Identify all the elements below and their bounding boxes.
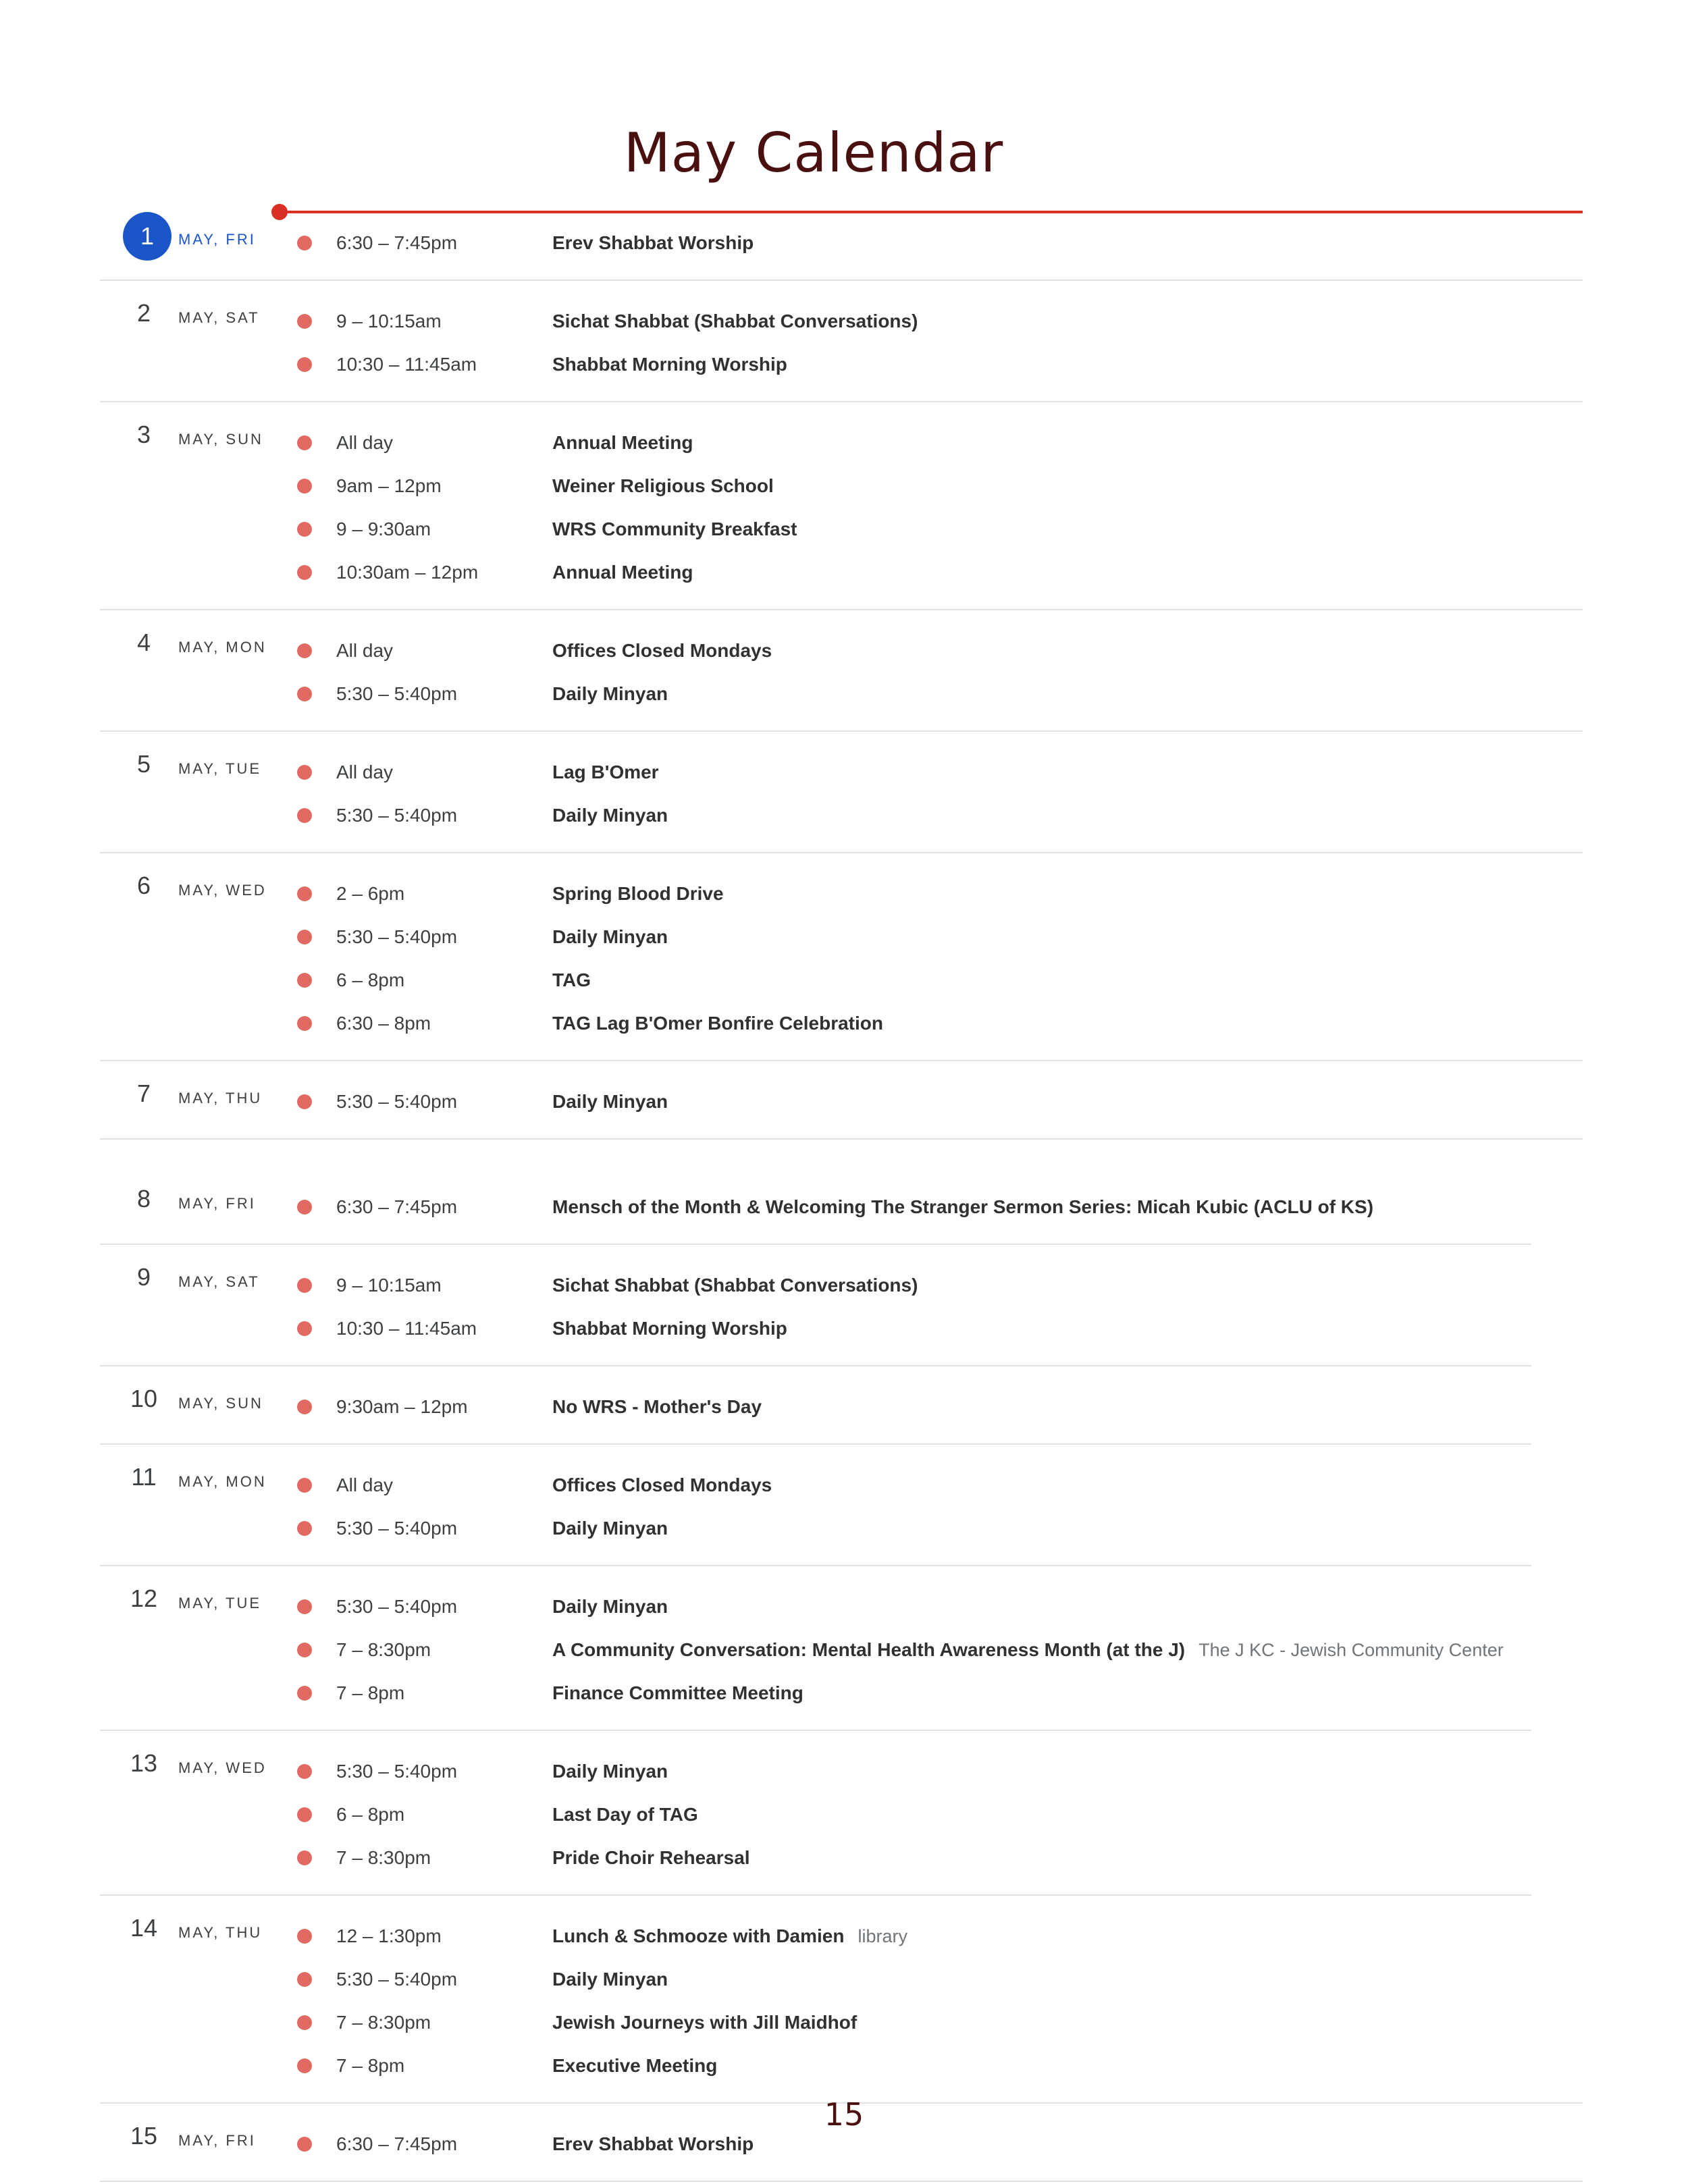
event-title[interactable]: Jewish Journeys with Jill Maidhof: [552, 2012, 858, 2033]
event-item[interactable]: [297, 751, 1583, 794]
event-title[interactable]: Shabbat Morning Worship: [552, 1318, 787, 1339]
event-title[interactable]: TAG Lag B'Omer Bonfire Celebration: [552, 1013, 883, 1034]
event-title[interactable]: Spring Blood Drive: [552, 883, 724, 904]
event-item[interactable]: [297, 1750, 1531, 1793]
event-title[interactable]: Daily Minyan: [552, 926, 668, 947]
event-title[interactable]: Lag B'Omer: [552, 762, 659, 782]
event-title[interactable]: Daily Minyan: [552, 1596, 668, 1617]
event-title[interactable]: Offices Closed Mondays: [552, 640, 772, 661]
date-weekday-label: MAY, FRI: [178, 231, 256, 248]
event-item[interactable]: [297, 1836, 1531, 1880]
event-list: [297, 1915, 1583, 2087]
event-time: All day: [336, 432, 394, 453]
event-title[interactable]: Pride Choir Rehearsal: [552, 1847, 750, 1868]
event-item[interactable]: [297, 2044, 1583, 2087]
event-title[interactable]: Weiner Religious School: [552, 475, 774, 496]
event-item[interactable]: [297, 872, 1583, 915]
event-title[interactable]: TAG: [552, 969, 591, 990]
date-weekday-label: MAY, TUE: [178, 1595, 262, 1612]
event-item[interactable]: [297, 1507, 1531, 1550]
day-row[interactable]: [100, 1731, 1531, 1896]
event-title[interactable]: Annual Meeting: [552, 562, 693, 583]
event-title[interactable]: Annual Meeting: [552, 432, 693, 453]
event-time: All day: [336, 1474, 394, 1495]
event-time: All day: [336, 640, 394, 661]
event-title[interactable]: Mensch of the Month & Welcoming The Stranger Sermon Series: Micah Kubic (ACLU of KS): [552, 1196, 1374, 1217]
event-title[interactable]: Erev Shabbat Worship: [552, 2133, 754, 2154]
event-item[interactable]: [297, 915, 1583, 959]
event-dot-icon: [297, 2137, 312, 2152]
event-list: [297, 872, 1583, 1045]
event-time: 5:30 – 5:40pm: [336, 1761, 458, 1782]
day-row[interactable]: [100, 281, 1583, 402]
event-title[interactable]: Executive Meeting: [552, 2055, 718, 2076]
event-list: [297, 1750, 1531, 1880]
event-time: 6 – 8pm: [336, 1804, 405, 1825]
event-title[interactable]: Sichat Shabbat (Shabbat Conversations): [552, 1275, 918, 1296]
event-item[interactable]: [297, 1672, 1531, 1715]
event-dot-icon: [297, 1200, 312, 1215]
event-time: All day: [336, 762, 394, 782]
event-item[interactable]: [297, 1002, 1583, 1045]
date-number[interactable]: 11: [131, 1463, 157, 1491]
day-row[interactable]: [100, 1167, 1531, 1245]
event-time: 5:30 – 5:40pm: [336, 1969, 458, 1990]
event-dot-icon: [297, 886, 312, 901]
event-title[interactable]: No WRS - Mother's Day: [552, 1396, 762, 1417]
event-time: 9:30am – 12pm: [336, 1396, 468, 1417]
event-dot-icon: [297, 1599, 312, 1614]
event-list: [297, 629, 1583, 716]
event-dot-icon: [297, 357, 312, 372]
date-number[interactable]: 5: [136, 750, 151, 778]
event-dot-icon: [297, 765, 312, 780]
event-time: 5:30 – 5:40pm: [336, 1518, 458, 1539]
event-title[interactable]: Finance Committee Meeting: [552, 1682, 803, 1703]
event-time: 5:30 – 5:40pm: [336, 1091, 458, 1112]
event-title[interactable]: Offices Closed Mondays: [552, 1474, 772, 1495]
page-title: May Calendar: [623, 122, 1004, 184]
event-dot-icon: [297, 236, 312, 250]
day-row[interactable]: [100, 203, 1583, 281]
date-weekday-label: MAY, SUN: [178, 431, 263, 448]
event-time: 6:30 – 7:45pm: [336, 232, 458, 253]
event-dot-icon: [297, 1764, 312, 1779]
date-number[interactable]: 8: [136, 1185, 151, 1213]
event-title[interactable]: Daily Minyan: [552, 1761, 668, 1782]
event-time: 12 – 1:30pm: [336, 1925, 442, 1946]
date-weekday-label: MAY, FRI: [178, 1195, 256, 1212]
event-time: 6:30 – 7:45pm: [336, 1196, 458, 1217]
event-item[interactable]: [297, 1186, 1531, 1229]
date-weekday-label: MAY, WED: [178, 882, 267, 899]
event-dot-icon: [297, 565, 312, 580]
event-time: 10:30 – 11:45am: [336, 1318, 477, 1339]
event-item[interactable]: [297, 1628, 1531, 1672]
event-item[interactable]: [297, 672, 1583, 716]
event-dot-icon: [297, 1400, 312, 1414]
event-dot-icon: [297, 1094, 312, 1109]
date-number[interactable]: 3: [136, 421, 151, 448]
date-number[interactable]: 10: [130, 1385, 158, 1412]
event-item[interactable]: [297, 1915, 1583, 1958]
event-dot-icon: [297, 808, 312, 823]
date-weekday-label: MAY, MON: [178, 639, 267, 656]
date-weekday-label: MAY, THU: [178, 1090, 263, 1107]
day-row[interactable]: [100, 1366, 1531, 1445]
date-weekday-label: MAY, MON: [178, 1473, 267, 1490]
event-time: 9am – 12pm: [336, 475, 442, 496]
event-dot-icon: [297, 1807, 312, 1822]
event-item[interactable]: [297, 1264, 1531, 1307]
event-time: 10:30am – 12pm: [336, 562, 479, 583]
event-title[interactable]: Shabbat Morning Worship: [552, 354, 787, 375]
event-list: [297, 1585, 1531, 1715]
event-time: 7 – 8:30pm: [336, 1847, 431, 1868]
date-number[interactable]: 15: [130, 2122, 158, 2150]
event-dot-icon: [297, 435, 312, 450]
event-dot-icon: [297, 522, 312, 537]
event-dot-icon: [297, 2058, 312, 2073]
day-row[interactable]: [100, 610, 1583, 732]
event-title[interactable]: Lunch & Schmooze with Damien: [552, 1925, 845, 1946]
event-time: 9 – 10:15am: [336, 311, 442, 331]
event-item[interactable]: [297, 300, 1583, 343]
event-title[interactable]: Daily Minyan: [552, 683, 668, 704]
event-item[interactable]: [297, 1793, 1531, 1836]
event-title[interactable]: Daily Minyan: [552, 1969, 668, 1990]
event-time: 7 – 8pm: [336, 1682, 405, 1703]
event-item[interactable]: [297, 2001, 1583, 2044]
event-item[interactable]: [297, 551, 1583, 594]
event-list: [297, 1186, 1531, 1229]
event-dot-icon: [297, 314, 312, 329]
event-time: 5:30 – 5:40pm: [336, 926, 458, 947]
event-item[interactable]: [297, 1385, 1531, 1429]
date-number[interactable]: 2: [136, 299, 151, 327]
event-title[interactable]: Daily Minyan: [552, 1518, 668, 1539]
event-time: 10:30 – 11:45am: [336, 354, 477, 375]
event-dot-icon: [297, 1016, 312, 1031]
event-item[interactable]: [297, 1080, 1583, 1123]
date-weekday-label: MAY, SAT: [178, 309, 260, 326]
event-time: 9 – 10:15am: [336, 1275, 442, 1296]
date-weekday-label: MAY, SUN: [178, 1395, 263, 1412]
event-item[interactable]: [297, 221, 1583, 265]
event-dot-icon: [297, 1278, 312, 1293]
event-item[interactable]: [297, 959, 1583, 1002]
event-time: 2 – 6pm: [336, 883, 405, 904]
event-list: [297, 221, 1583, 265]
date-weekday-label: MAY, THU: [178, 1924, 263, 1941]
date-weekday-label: MAY, SAT: [178, 1273, 260, 1290]
event-title[interactable]: Erev Shabbat Worship: [552, 232, 754, 253]
event-item[interactable]: [297, 421, 1583, 464]
event-title[interactable]: Last Day of TAG: [552, 1804, 698, 1825]
event-time: 7 – 8:30pm: [336, 2012, 431, 2033]
event-location: library: [858, 1925, 907, 1946]
day-row[interactable]: [100, 1245, 1531, 1366]
date-weekday-label: MAY, WED: [178, 1759, 267, 1776]
event-dot-icon: [297, 1478, 312, 1493]
event-dot-icon: [297, 2015, 312, 2030]
day-row[interactable]: [100, 853, 1583, 1061]
event-dot-icon: [297, 1643, 312, 1657]
event-item[interactable]: [297, 1464, 1531, 1507]
day-row[interactable]: [100, 1445, 1531, 1566]
event-title[interactable]: Daily Minyan: [552, 1091, 668, 1112]
event-dot-icon: [297, 687, 312, 701]
today-date-number[interactable]: 1: [123, 212, 172, 261]
day-row[interactable]: [100, 1896, 1583, 2104]
event-list: [297, 1264, 1531, 1350]
date-number[interactable]: 12: [130, 1584, 158, 1612]
page-number: 15: [824, 2096, 864, 2133]
agenda-list: [100, 203, 1583, 2182]
event-title[interactable]: A Community Conversation: Mental Health Awareness Month (at the J): [552, 1639, 1186, 1660]
event-title[interactable]: Sichat Shabbat (Shabbat Conversations): [552, 311, 918, 331]
event-time: 9 – 9:30am: [336, 518, 431, 539]
date-number[interactable]: 4: [136, 629, 151, 656]
event-time: 5:30 – 5:40pm: [336, 683, 458, 704]
event-list: [297, 1385, 1531, 1429]
event-dot-icon: [297, 930, 312, 944]
event-dot-icon: [297, 643, 312, 658]
date-number[interactable]: 14: [130, 1914, 158, 1942]
event-list: [297, 300, 1583, 386]
event-list: [297, 1464, 1531, 1550]
event-time: 7 – 8pm: [336, 2055, 405, 2076]
date-number[interactable]: 9: [136, 1263, 151, 1291]
event-time: 6:30 – 8pm: [336, 1013, 431, 1034]
event-dot-icon: [297, 479, 312, 494]
event-item[interactable]: [297, 343, 1583, 386]
event-item[interactable]: [297, 1958, 1583, 2001]
day-row[interactable]: [100, 402, 1583, 610]
event-list: [297, 421, 1583, 594]
date-number[interactable]: 13: [130, 1749, 158, 1777]
event-time: 5:30 – 5:40pm: [336, 1596, 458, 1617]
event-dot-icon: [297, 1686, 312, 1701]
event-location: The J KC - Jewish Community Center: [1198, 1639, 1504, 1660]
date-number[interactable]: 7: [136, 1080, 151, 1107]
event-dot-icon: [297, 973, 312, 988]
event-item[interactable]: [297, 1585, 1531, 1628]
date-number[interactable]: 6: [136, 872, 151, 899]
event-list: [297, 1080, 1583, 1123]
day-row[interactable]: [100, 1566, 1531, 1731]
event-title[interactable]: WRS Community Breakfast: [552, 518, 797, 539]
event-dot-icon: [297, 1321, 312, 1336]
event-time: 7 – 8:30pm: [336, 1639, 431, 1660]
event-dot-icon: [297, 1929, 312, 1944]
event-item[interactable]: [297, 508, 1583, 551]
date-weekday-label: MAY, TUE: [178, 760, 262, 777]
event-item[interactable]: [297, 629, 1583, 672]
event-dot-icon: [297, 1972, 312, 1987]
event-item[interactable]: [297, 464, 1583, 508]
event-dot-icon: [297, 1521, 312, 1536]
event-time: 6 – 8pm: [336, 969, 405, 990]
event-time: 6:30 – 7:45pm: [336, 2133, 458, 2154]
event-item[interactable]: [297, 794, 1583, 837]
day-row[interactable]: [100, 1061, 1583, 1140]
event-time: 5:30 – 5:40pm: [336, 805, 458, 826]
event-item[interactable]: [297, 1307, 1531, 1350]
event-list: [297, 751, 1583, 837]
day-row[interactable]: [100, 732, 1583, 853]
date-weekday-label: MAY, FRI: [178, 2132, 256, 2149]
event-title[interactable]: Daily Minyan: [552, 805, 668, 826]
event-dot-icon: [297, 1850, 312, 1865]
